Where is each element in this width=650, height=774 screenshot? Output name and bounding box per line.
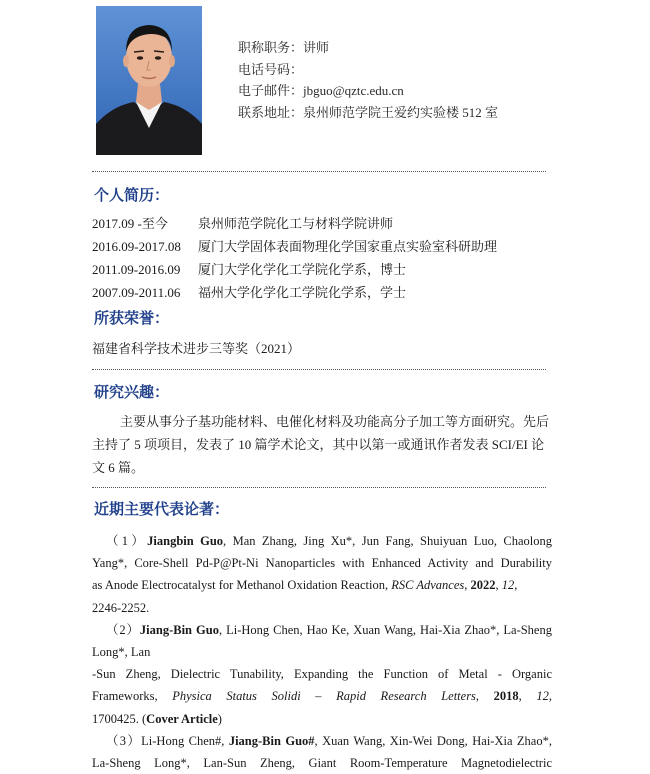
publication-line: [92, 574, 552, 596]
publication-title: as Anode Electrocatalyst for Methanol Oxidation Reaction,: [92, 578, 392, 593]
publication-volume: 12: [536, 689, 549, 704]
separator: ): [217, 711, 222, 726]
separator: ,: [518, 689, 537, 704]
publication-number: （1）: [106, 534, 148, 548]
contact-info: [238, 37, 498, 123]
research-line: 文 6 篇。: [92, 460, 145, 475]
resume-date: 2011.09-2016.09: [92, 262, 181, 277]
publication-line: [92, 685, 552, 707]
author-list: , Man Zhang, Jing Xu*, Jun Fang, Shuiyuan Luo, Chaolong: [223, 534, 552, 548]
author-highlight: Jiang-Bin Guo: [139, 622, 219, 637]
job-title-label: 职称职务：: [238, 40, 304, 55]
resume-desc: 福州大学化学化工学院化学系，学士: [198, 285, 407, 300]
publication-line: [92, 530, 552, 552]
resume-row: [92, 215, 393, 233]
divider: [92, 487, 546, 488]
publication-line: [92, 619, 552, 641]
job-title-value: 讲师: [303, 40, 330, 55]
publication-number: （2）: [106, 622, 140, 637]
author-list: , Xuan Wang, Xin-Wei Dong, Hai-Xia Zhao*,: [314, 733, 552, 748]
research-heading: 研究兴趣：: [94, 383, 170, 401]
author-list: Li-Hong Chen#,: [141, 733, 229, 748]
divider: [92, 171, 546, 172]
separator: ,: [464, 578, 471, 593]
author-highlight: Jiangbin Guo: [147, 534, 224, 548]
publication-year: 2022: [470, 578, 496, 593]
phone-label: 电话号码：: [238, 61, 304, 77]
profile-photo: [96, 6, 202, 155]
publication-line: -Sun Zheng, Dielectric Tunability, Expanding the Function of Metal - Organic: [92, 667, 552, 682]
address-row: [238, 102, 498, 124]
honors-heading: 所获荣誉：: [94, 309, 170, 327]
journal-name: RSC Advances: [391, 578, 465, 593]
resume-row: [92, 261, 406, 279]
publication-line: [92, 730, 552, 752]
publication-volume: 12: [501, 578, 515, 593]
honor-item: 福建省科学技术进步三等奖（2021）: [92, 341, 301, 356]
research-line: 主要从事分子基功能材料、电催化材料及功能高分子加工等方面研究。先后: [120, 414, 550, 429]
address-value: 泉州师范学院王爱约实验楼 512 室: [303, 104, 499, 120]
publication-line: 2246-2252.: [92, 600, 150, 615]
author-highlight: Jiang-Bin Guo#: [228, 733, 315, 748]
separator: ,: [514, 578, 518, 593]
resume-date: 2017.09 -至今: [92, 216, 168, 231]
email-row: [238, 80, 498, 102]
email-label: 电子邮件：: [238, 83, 304, 99]
separator: ,: [548, 689, 552, 704]
journal-name: Physica Status Solidi – Rapid Research Letters: [172, 689, 476, 704]
resume-date: 2007.09-2011.06: [92, 285, 181, 300]
research-line: 主持了 5 项项目，发表了 10 篇学术论文，其中以第一或通讯作者发表 SCI/EI 论: [92, 437, 545, 452]
address-label: 联系地址：: [238, 104, 304, 120]
resume-row: [92, 238, 497, 256]
resume-desc: 厦门大学固体表面物理化学国家重点实验室科研助理: [198, 239, 498, 254]
author-list: , Li-Hong Chen, Hao Ke, Xuan Wang, Hai-Xia Zhao*, La-Sheng: [218, 622, 552, 637]
publication-line: Long*, Lan: [92, 644, 151, 659]
resume-row: [92, 284, 406, 302]
publication-year: 2018: [493, 689, 519, 704]
email-value[interactable]: jbguo@qztc.edu.cn: [303, 83, 404, 99]
article-number: 1700425. (: [92, 711, 147, 726]
separator: ,: [495, 578, 502, 593]
cover-article-badge: Cover Article: [146, 711, 218, 726]
publication-number: （3）: [106, 733, 142, 748]
resume-desc: 厦门大学化学化工学院化学系，博士: [198, 262, 407, 277]
papers-heading: 近期主要代表论著：: [94, 500, 230, 518]
job-title-row: [238, 37, 498, 59]
divider: [92, 369, 546, 370]
publication-title: Frameworks,: [92, 689, 173, 704]
publication-line: La-Sheng Long*, Lan-Sun Zheng, Giant Room-Temperature Magnetodielectric: [92, 755, 552, 770]
resume-date: 2016.09-2017.08: [92, 239, 181, 254]
phone-row: [238, 59, 498, 81]
separator: ,: [475, 689, 494, 704]
research-paragraph: [92, 410, 554, 479]
publication-line: [92, 708, 552, 730]
publication-line: Yang*, Core-Shell Pd-P@Pt-Ni Nanoparticles with Enhanced Activity and Durability: [92, 556, 552, 571]
resume-desc: 泉州师范学院化工与材料学院讲师: [198, 216, 394, 231]
resume-heading: 个人简历：: [94, 186, 170, 204]
publication-list: [92, 530, 552, 774]
